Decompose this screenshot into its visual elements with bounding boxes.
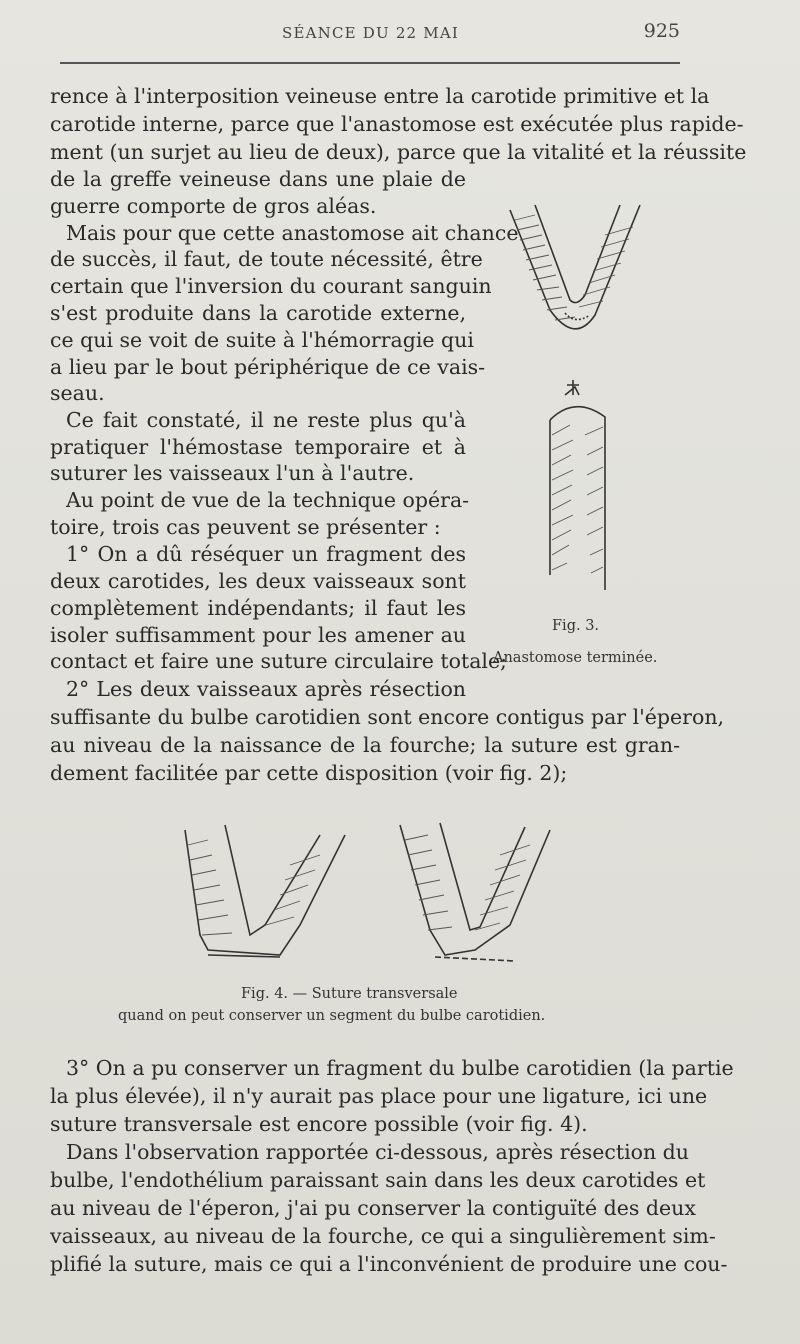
fig3-label: Fig. 3. (552, 618, 600, 634)
fig4-caption-line1: Fig. 4. — Suture transversale (241, 986, 458, 1002)
text-line: de la greffe veineuse dans une plaie de (50, 167, 466, 191)
fig4-left-v (185, 825, 345, 957)
fig3-v-shape (510, 205, 640, 329)
header-title: SÉANCE DU 22 MAI (282, 24, 459, 42)
text-line: Au point de vue de la technique opéra- (66, 488, 470, 512)
text-line: plifié la suture, mais ce qui a l'inconvénient de produire une cou- (50, 1252, 728, 1276)
text-line: au niveau de l'éperon, j'ai pu conserver la contiguïté des deux (50, 1196, 696, 1220)
page-number: 925 (643, 20, 680, 42)
text-line: rence à l'interposition veineuse entre la carotide primitive et la (50, 84, 710, 108)
text-line: la plus élevée), il n'y aurait pas place pour une ligature, ici une (50, 1084, 708, 1108)
text-line: isoler suffisamment pour les amener au (50, 623, 466, 647)
text-line: ment (un surjet au lieu de deux), parce que la vitalité et la réussite (50, 140, 747, 164)
text-line: a lieu par le bout périphérique de ce vais- (50, 355, 486, 379)
fig4-illustration (170, 815, 570, 975)
text-line: Ce fait constaté, il ne reste plus qu'à (66, 408, 466, 432)
text-line: certain que l'inversion du courant sanguin (50, 274, 492, 298)
header-rule (60, 62, 680, 64)
fig3-tube (550, 380, 605, 590)
text-line: deux carotides, les deux vaisseaux sont (50, 569, 466, 593)
text-line: dement facilitée par cette disposition (voir fig. 2); (50, 761, 568, 785)
text-line: complètement indépendants; il faut les (50, 596, 466, 620)
text-line: de succès, il faut, de toute nécessité, être (50, 247, 483, 271)
text-line: Dans l'observation rapportée ci-dessous, après résection du (66, 1140, 690, 1164)
text-line: ce qui se voit de suite à l'hémorragie qui (50, 328, 474, 352)
text-line: toire, trois cas peuvent se présenter : (50, 515, 441, 539)
text-line: suturer les vaisseaux l'un à l'autre. (50, 461, 415, 485)
text-line: Mais pour que cette anastomose ait chance (66, 221, 519, 245)
text-line: vaisseaux, au niveau de la fourche, ce qui a singulièrement sim- (50, 1224, 716, 1248)
text-line: s'est produite dans la carotide externe, (50, 301, 466, 325)
fig3-illustration (495, 195, 675, 595)
running-header (60, 18, 680, 48)
text-line: guerre comporte de gros aléas. (50, 194, 377, 218)
fig3-caption: Anastomose terminée. (493, 650, 658, 666)
text-line: bulbe, l'endothélium paraissant sain dans les deux carotides et (50, 1168, 706, 1192)
text-line: au niveau de la naissance de la fourche; la suture est gran- (50, 733, 680, 757)
text-line: contact et faire une suture circulaire totale; (50, 649, 508, 673)
text-line: 2° Les deux vaisseaux après résection (66, 677, 466, 701)
text-line: seau. (50, 381, 105, 405)
text-line: 1° On a dû réséquer un fragment des (66, 542, 466, 566)
fig4-right-v (400, 823, 550, 961)
text-line: suture transversale est encore possible (voir fig. 4). (50, 1112, 588, 1136)
text-line: suffisante du bulbe carotidien sont encore contigus par l'éperon, (50, 705, 725, 729)
text-line: 3° On a pu conserver un fragment du bulbe carotidien (la partie (66, 1056, 734, 1080)
text-line: carotide interne, parce que l'anastomose est exécutée plus rapide- (50, 112, 744, 136)
fig4-caption-line2: quand on peut conserver un segment du bulbe carotidien. (118, 1008, 546, 1024)
text-line: pratiquer l'hémostase temporaire et à (50, 435, 466, 459)
